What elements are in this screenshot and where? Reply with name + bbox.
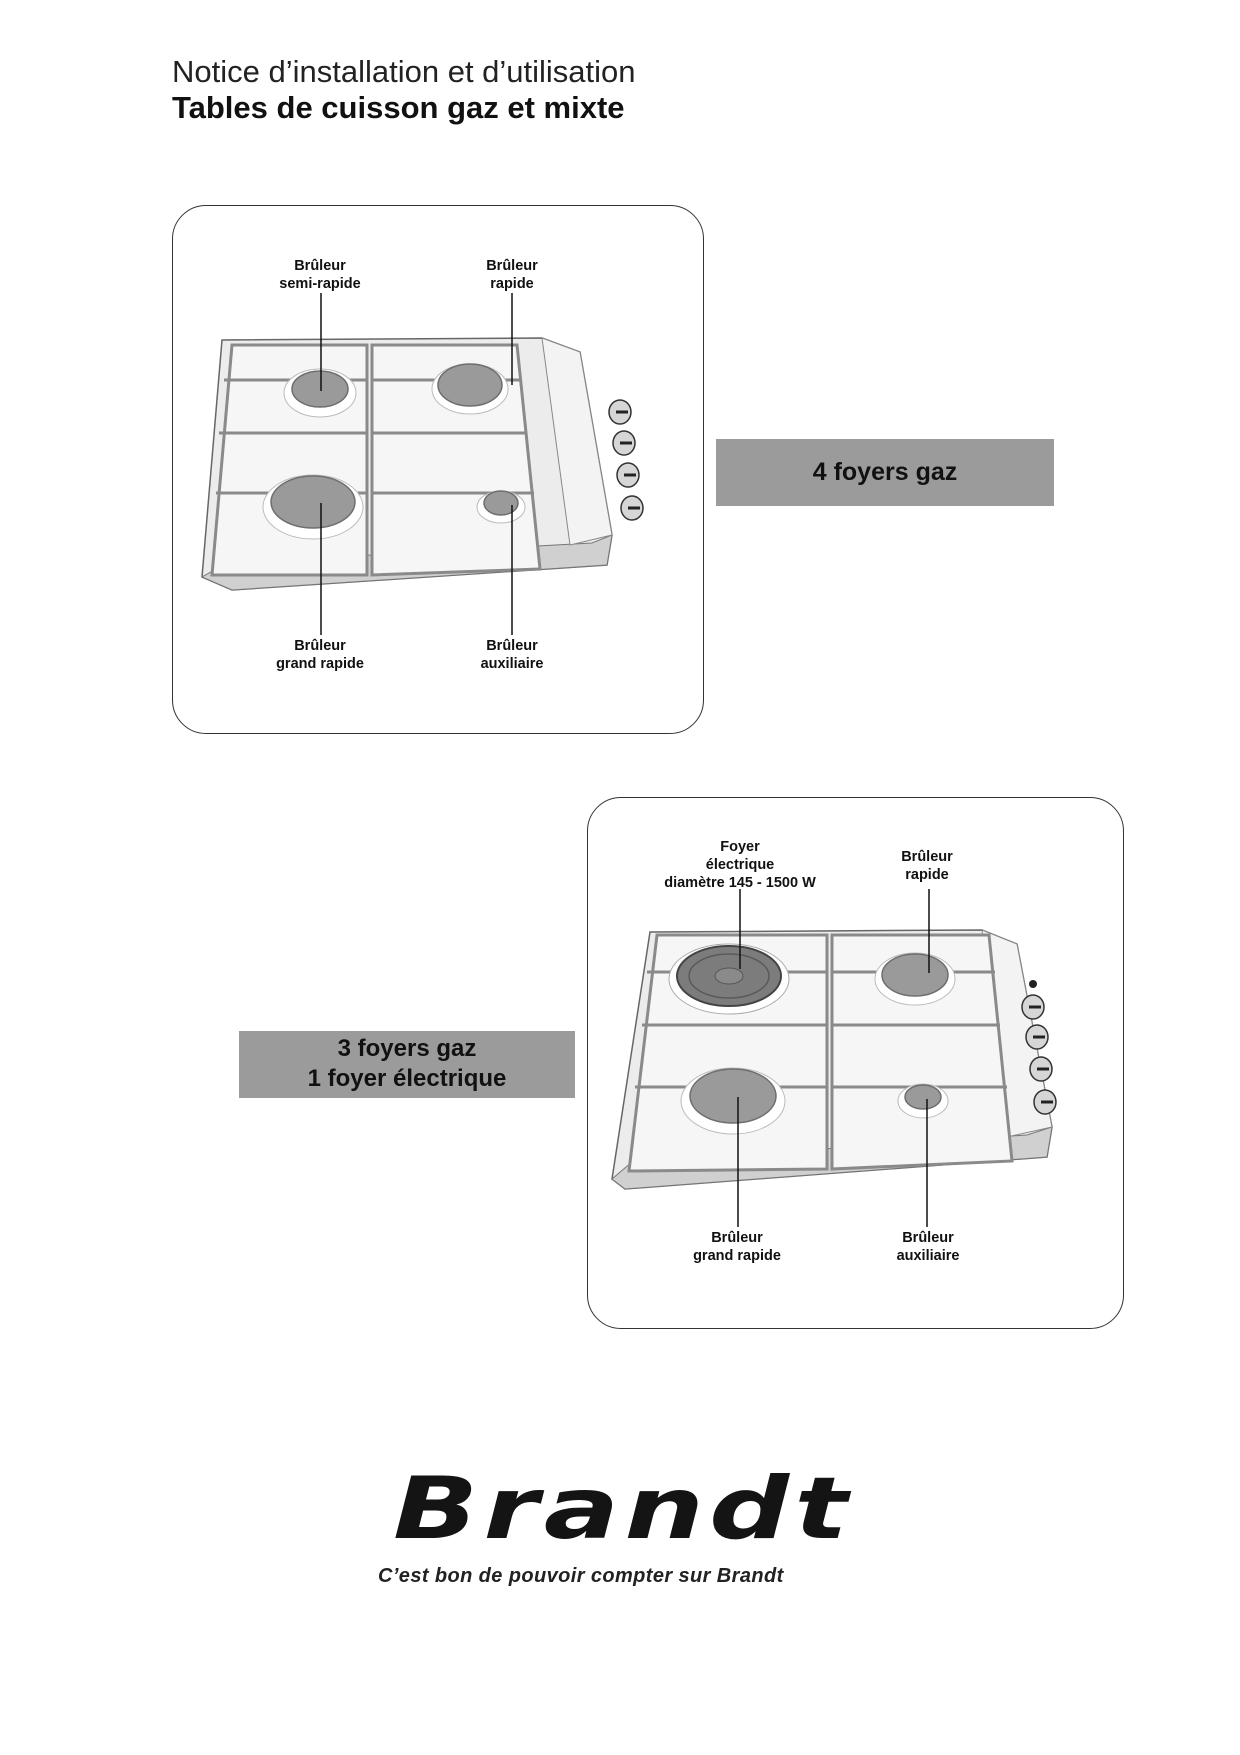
label-large-rapid-burner: Brûleur grand rapide: [276, 638, 364, 672]
label-electric-hotplate: Foyer électrique diamètre 145 - 1500 W: [664, 839, 816, 891]
label-auxiliary-burner: Brûleur auxiliaire: [480, 638, 544, 672]
label-rapid-burner: Brûleur rapide: [486, 258, 538, 292]
brand-logo: [388, 1470, 858, 1550]
brand-slogan: C’est bon de pouvoir compter sur Brandt: [378, 1565, 784, 1587]
hob-4-gas-illustration: [172, 205, 704, 735]
brand-logo-text: Brandt: [393, 1470, 853, 1550]
label-rapid-burner-2: Brûleur rapide: [901, 849, 953, 883]
label-auxiliary-burner-2: Brûleur auxiliaire: [896, 1230, 960, 1264]
band-3-gas-1-electric: 3 foyers gaz 1 foyer électrique: [239, 1031, 575, 1098]
document-title: Notice d’installation et d’utilisation: [172, 54, 636, 89]
band-4-gas-burners: 4 foyers gaz: [716, 439, 1054, 506]
document-subtitle: Tables de cuisson gaz et mixte: [172, 90, 625, 125]
label-semi-rapid-burner: Brûleur semi-rapide: [279, 258, 361, 292]
label-large-rapid-burner-2: Brûleur grand rapide: [693, 1230, 781, 1264]
